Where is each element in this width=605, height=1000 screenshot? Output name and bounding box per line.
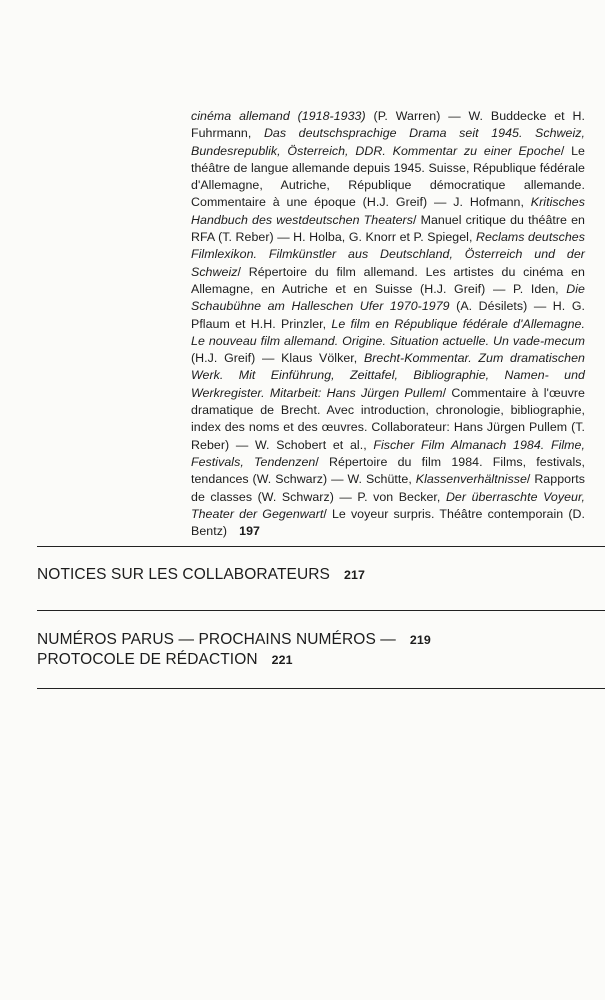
divider-rule <box>37 546 605 547</box>
title-italic: Der überraschte Voyeur, Theater der Gegenwart <box>191 489 585 521</box>
text-segment: / Le voyeur surpris. Théâtre contemporain (D. Bentz) <box>191 506 586 539</box>
toc-label: NOTICES SUR LES COLLABORATEURS <box>37 566 330 583</box>
title-italic: Le film en République fédérale d'Allemagne. Le nouveau film allemand. Origine. Situation actuelle. Un vade-mecum <box>191 316 585 348</box>
title-italic: Das deutschsprachige Drama seit 1945. Schweiz, Bundesrepublik, Österreich, DDR. Kommentar zu einer Epoche <box>191 126 586 158</box>
toc-entry-notices <box>37 565 365 585</box>
toc-line <box>37 650 431 670</box>
text-segment: / Manuel critique du théâtre en RFA (T. Reber) — H. Holba, G. Knorr et P. Spiegel, <box>191 212 585 245</box>
toc-line <box>37 630 431 650</box>
title-italic: Die Schaubühne am Halleschen Ufer 1970-1979 <box>191 281 585 314</box>
text-segment: / Le théâtre de langue allemande depuis 1945. Suisse, République fédérale d'Allemagne, Autriche, République démocratique allemande. Commentaire à une époque (H.J. Greif) — J. Hofmann, <box>191 143 585 210</box>
text-segment: (P. Warren) — W. Buddecke et H. Fuhrmann, <box>191 109 585 141</box>
toc-page-number: 219 <box>409 633 431 647</box>
entry-page-number: 197 <box>239 524 260 539</box>
title-italic: Reclams deutsches Filmlexikon. Filmkünstler aus Deutschland, Österreich und der Schweiz <box>191 230 585 279</box>
text-segment: / Répertoire du film 1984. Films, festivals, tendances (W. Schwarz) — W. Schütte, <box>191 454 585 487</box>
text-segment: / Répertoire du film allemand. Les artistes du cinéma en Allemagne, en Autriche et en Suisse (H.J. Greif) — P. Iden, <box>191 264 585 296</box>
text-segment: (A. Désilets) — H. G. Pflaum et H.H. Prinzler, <box>191 299 586 331</box>
toc-label: PROTOCOLE DE RÉDACTION <box>37 651 258 668</box>
divider-rule <box>37 610 605 611</box>
text-segment: (H.J. Greif) — Klaus Völker, <box>191 351 364 366</box>
entry-text <box>191 109 585 538</box>
toc-entry-reviews <box>191 108 585 540</box>
divider-rule <box>37 688 605 689</box>
toc-entry-numeros <box>37 630 431 670</box>
text-segment: / Commentaire à l'œuvre dramatique de Brecht. Avec introduction, chronologie, bibliographie, index des noms et des œuvres. Collaborateur: Hans Jürgen Pullem (T. Reber) — W. Schobert et al., <box>191 385 585 452</box>
title-italic: Brecht-Kommentar. Zum dramatischen Werk. Mit Einführung, Zeittafel, Bibliographie, Namen- und Werkregister. Mitarbeit: Hans Jürgen Pullem <box>191 351 585 400</box>
text-segment: / Rapports de classes (W. Schwarz) — P. von Becker, <box>191 472 585 504</box>
title-italic: Kritisches Handbuch des westdeutschen Theaters <box>191 195 585 227</box>
toc-page-number: 221 <box>271 653 293 667</box>
toc-label: NUMÉROS PARUS — PROCHAINS NUMÉROS — <box>37 631 396 648</box>
title-italic: Klassenverhältnisse <box>415 472 527 487</box>
toc-page-number: 217 <box>343 568 365 582</box>
title-italic: cinéma allemand (1918-1933) <box>191 109 366 123</box>
title-italic: Fischer Film Almanach 1984. Filme, Festivals, Tendenzen <box>191 437 585 469</box>
